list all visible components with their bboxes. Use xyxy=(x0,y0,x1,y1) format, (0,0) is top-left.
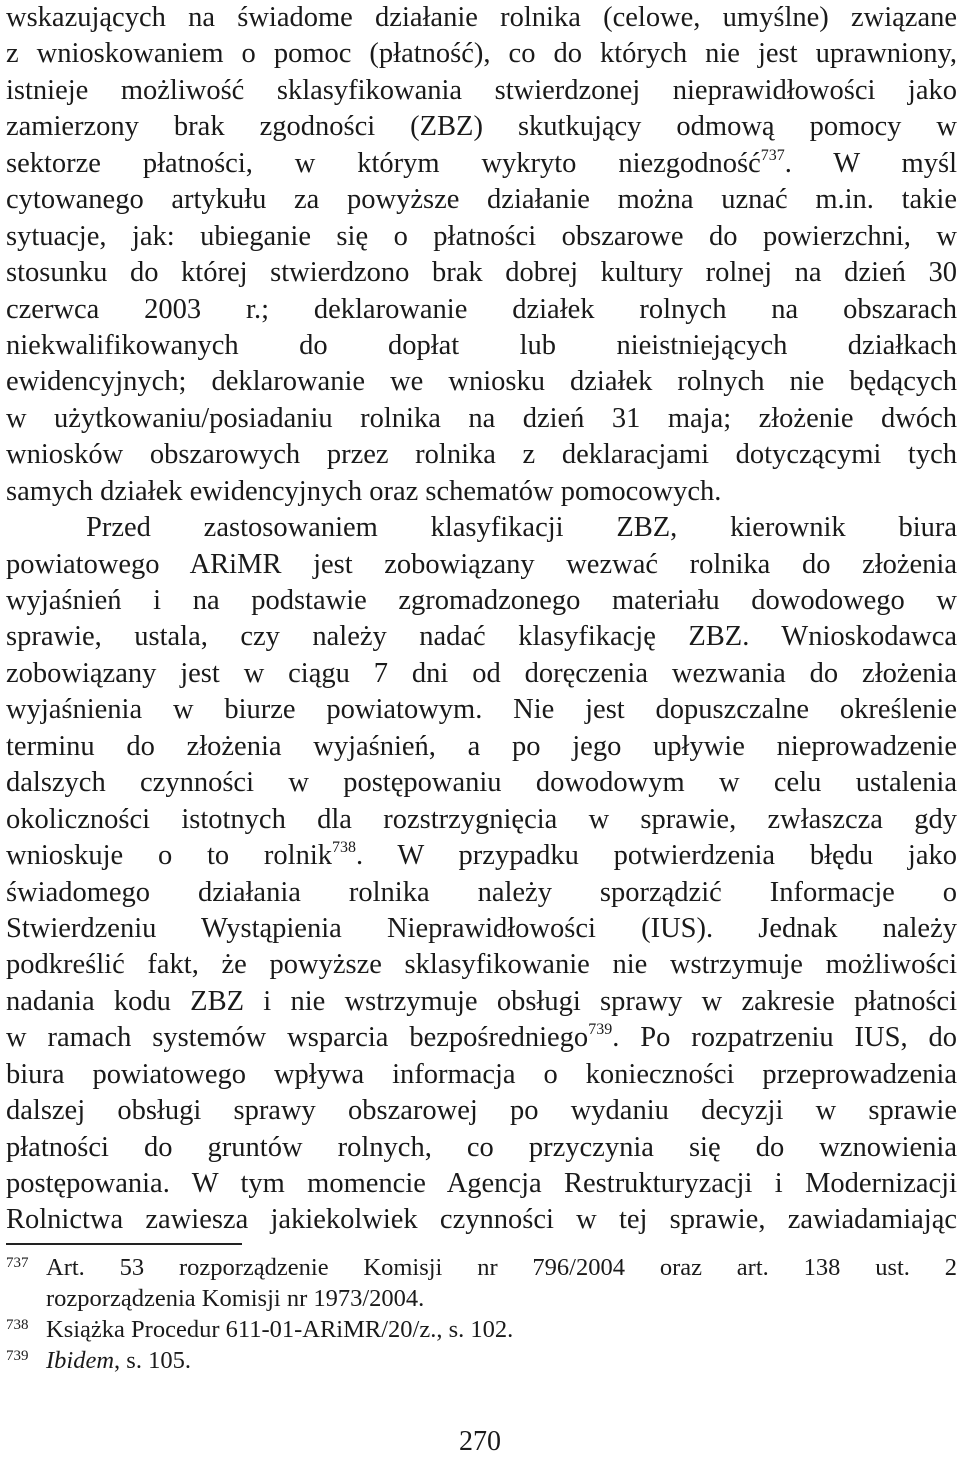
footnote-ref[interactable]: 739 xyxy=(588,1021,613,1039)
text-line: okoliczności istotnych dla rozstrzygnięcia w sprawie, zwłaszcza gdy xyxy=(6,803,957,835)
text-line: istnieje możliwość sklasyfikowania stwierdzonej nieprawidłowości jako xyxy=(6,74,957,106)
footnote xyxy=(6,1345,957,1376)
footnote-separator xyxy=(6,1243,242,1245)
text-line: wskazujących na świadome działanie rolnika (celowe, umyślne) związane xyxy=(6,2,957,33)
footnotes xyxy=(6,1252,957,1376)
text-line: wniosków obszarowych przez rolnika z deklaracjami dotyczącymi tych xyxy=(6,439,957,471)
text-line: z wnioskowaniem o pomoc (płatność), co do których nie jest uprawniony, xyxy=(6,38,957,70)
text-line: powiatowego ARiMR jest zobowiązany wezwać rolnika do złożenia xyxy=(6,548,957,580)
text-line: wyjaśnienia w biurze powiatowym. Nie jest dopuszczalne określenie xyxy=(6,694,957,726)
footnote-number: 739 xyxy=(6,1348,29,1364)
footnote-ref[interactable]: 738 xyxy=(332,839,356,857)
text-line: nadania kodu ZBZ i nie wstrzymuje obsługi sprawy w zakresie płatności xyxy=(6,985,957,1017)
text-line: Stwierdzeniu Wystąpienia Nieprawidłowości (IUS). Jednak należy xyxy=(6,912,957,944)
footnote-number: 737 xyxy=(6,1255,29,1271)
text-line: postępowania. W tym momencie Agencja Restrukturyzacji i Modernizacji xyxy=(6,1168,957,1199)
footnote-text: Książka Procedur 611-01-ARiMR/20/z., s. 102. xyxy=(46,1316,514,1343)
text-line: wnioskuje o to rolnik$^{738}$. W przypadku potwierdzenia błędu jako xyxy=(6,839,957,872)
text-line: czerwca 2003 r.; deklarowanie działek rolnych na obszarach xyxy=(6,293,957,325)
text-line: samych działek ewidencyjnych oraz schematów pomocowych. xyxy=(6,475,722,507)
body-text xyxy=(6,0,957,1239)
text-line: dalszej obsługi sprawy obszarowej po wydaniu decyzji w sprawie xyxy=(6,1095,957,1127)
text-line: niekwalifikowanych do dopłat lub nieistniejących działkach xyxy=(6,329,957,361)
text-line: zamierzony brak zgodności (ZBZ) skutkujący odmową pomocy w xyxy=(6,111,957,143)
text-line: zobowiązany jest w ciągu 7 dni od doręczenia wezwania do złożenia xyxy=(6,657,957,689)
page-number: 270 xyxy=(459,1426,501,1457)
footnote-number: 738 xyxy=(6,1317,29,1333)
text-line: biura powiatowego wpływa informacja o konieczności przeprowadzenia xyxy=(6,1058,957,1090)
footnote xyxy=(6,1252,957,1314)
text-line: płatności do gruntów rolnych, co przyczynia się do wznowienia xyxy=(6,1131,957,1163)
text-line: świadomego działania rolnika należy sporządzić Informacje o xyxy=(6,876,957,908)
text-line: dalszych czynności w postępowaniu dowodowym w celu ustalenia xyxy=(6,767,957,799)
text-line: wyjaśnień i na podstawie zgromadzonego materiału dowodowego w xyxy=(6,585,957,616)
text-line: Rolnictwa zawiesza jakiekolwiek czynności w tej sprawie, zawiadamiając xyxy=(6,1204,957,1236)
footnote-ref[interactable]: 737 xyxy=(760,146,785,164)
text-line: w ramach systemów wsparcia bezpośredniego$^{739}$. Po rozpatrzeniu IUS, do xyxy=(6,1021,957,1054)
text-line: w użytkowaniu/posiadaniu rolnika na dzień 31 maja; złożenie dwóch xyxy=(6,402,957,434)
footnote xyxy=(6,1314,957,1345)
footnote-text: Art. 53 rozporządzenie Komisji nr 796/2004 oraz art. 138 ust. 2 xyxy=(46,1254,957,1281)
text-line: podkreślić fakt, że powyższe sklasyfikowanie nie wstrzymuje możliwości xyxy=(6,949,957,981)
text-line: stosunku do której stwierdzono brak dobrej kultury rolnej na dzień 30 xyxy=(6,257,957,289)
text-line: ewidencyjnych; deklarowanie we wniosku działek rolnych nie będących xyxy=(6,366,957,398)
text-line: sytuacje, jak: ubieganie się o płatności obszarowe do powierzchni, w xyxy=(6,220,957,252)
text-line: sprawie, ustala, czy należy nadać klasyfikację ZBZ. Wnioskodawca xyxy=(6,621,957,653)
text-line: terminu do złożenia wyjaśnień, a po jego upływie nieprowadzenie xyxy=(6,730,957,762)
footnote-text: rozporządzenia Komisji nr 1973/2004. xyxy=(46,1285,425,1312)
text-line: sektorze płatności, w którym wykryto niezgodność$^{737}$. W myśl xyxy=(6,146,957,179)
text-line: cytowanego artykułu za powyższe działanie można uznać m.in. takie xyxy=(6,184,957,216)
footnote-text: Ibidem, s. 105. xyxy=(46,1347,191,1374)
text-line: Przed zastosowaniem klasyfikacji ZBZ, kierownik biura xyxy=(86,512,957,544)
